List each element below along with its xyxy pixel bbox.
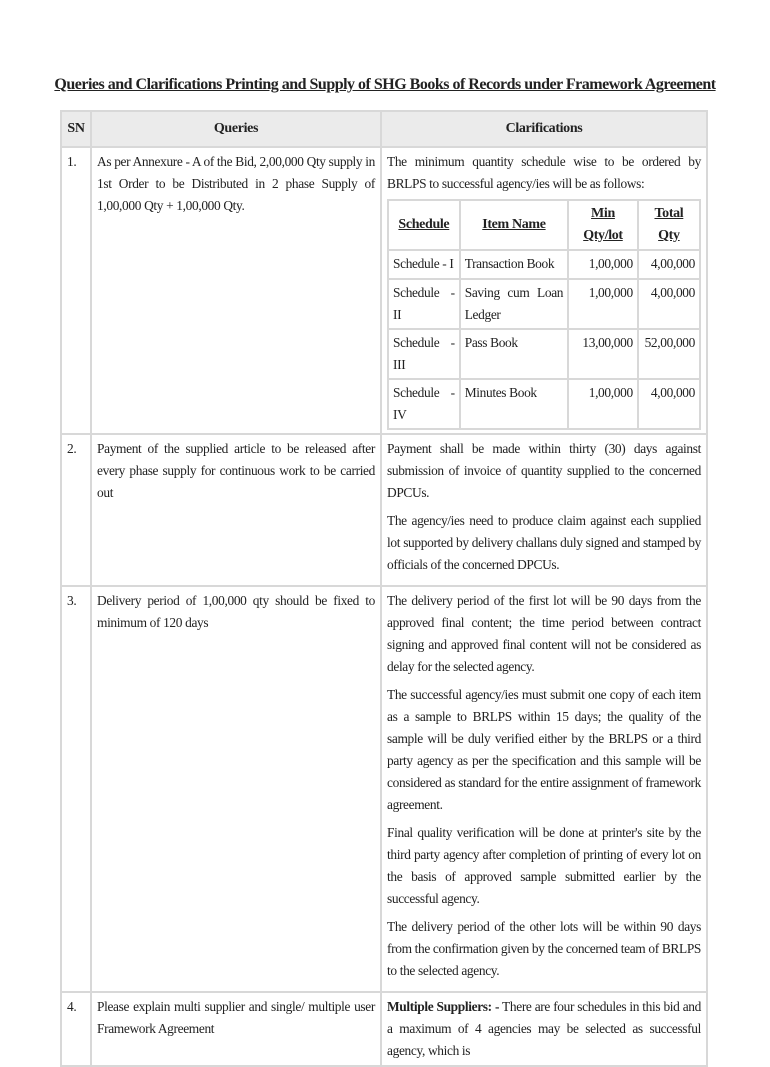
clarification-text: There are four schedules in this bid and a maximum of 4 agencies may be selected as successful agency, which is	[387, 999, 701, 1058]
schedule-table	[387, 199, 701, 430]
clarification-text: The delivery period of the other lots will be within 90 days from the confirmation given by the concerned team of BRLPS to the selected agency.	[387, 919, 702, 978]
schedule-header: Total Qty	[638, 200, 700, 250]
min-qty-cell: 13,00,000	[568, 329, 638, 379]
schedule-cell: Schedule - I	[388, 250, 460, 279]
schedule-row	[388, 329, 700, 379]
item-cell: Transaction Book	[460, 250, 568, 279]
schedule-row	[388, 379, 700, 429]
header-clarifications: Clarifications	[381, 111, 707, 147]
header-row	[61, 111, 707, 147]
row-clarification	[381, 586, 707, 992]
row-query: As per Annexure - A of the Bid, 2,00,000 Qty supply in 1st Order to be Distributed in 2 phase Supply of 1,00,000 Qty + 1,00,000 Qty.	[91, 147, 381, 434]
document-title: Queries and Clarifications Printing and Supply of SHG Books of Records under Framework Agreement	[54, 76, 716, 93]
row-clarification	[381, 434, 707, 586]
header-queries: Queries	[91, 111, 381, 147]
schedule-cell: Schedule - II	[388, 279, 460, 329]
queries-table	[60, 110, 708, 1067]
row-query: Payment of the supplied article to be released after every phase supply for continuous work to be carried out	[91, 434, 381, 586]
row-sn: 3.	[61, 586, 91, 992]
schedule-header: Schedule	[388, 200, 460, 250]
header-sn: SN	[61, 111, 91, 147]
row-query: Please explain multi supplier and single/ multiple user Framework Agreement	[91, 992, 381, 1066]
schedule-cell: Schedule - III	[388, 329, 460, 379]
table-row	[61, 147, 707, 434]
row-sn: 2.	[61, 434, 91, 586]
min-qty-cell: 1,00,000	[568, 379, 638, 429]
total-qty-cell: 52,00,000	[638, 329, 700, 379]
schedule-header: Min Qty/lot	[568, 200, 638, 250]
total-qty-cell: 4,00,000	[638, 279, 700, 329]
item-cell: Pass Book	[460, 329, 568, 379]
clarification-bold: Multiple Suppliers: -	[387, 999, 500, 1014]
clarification-text: Final quality verification will be done at printer's site by the third party agency after completion of printing of every lot on the basis of approved sample submitted earlier by the successful agency.	[387, 825, 701, 906]
schedule-cell: Schedule - IV	[388, 379, 460, 429]
min-qty-cell: 1,00,000	[568, 250, 638, 279]
row-sn: 1.	[61, 147, 91, 434]
clarification-text: The delivery period of the first lot will be 90 days from the approved final content; the time period between contract signing and approved final content will not be considered as delay for the selected agency.	[387, 593, 701, 674]
schedule-header: Item Name	[460, 200, 568, 250]
clarification-text: The successful agency/ies must submit one copy of each item as a sample to BRLPS within 15 days; the quality of the sample will be duly verified either by the BRLPS or a third party agency as per the specification and this sample will be considered as standard for the entire assignment of framework agreement.	[387, 687, 701, 812]
clarification-text: The minimum quantity schedule wise to be ordered by BRLPS to successful agency/ies will be as follows:	[387, 154, 701, 191]
schedule-row	[388, 250, 700, 279]
row-clarification	[381, 992, 707, 1066]
min-qty-cell: 1,00,000	[568, 279, 638, 329]
schedule-row	[388, 279, 700, 329]
row-query: Delivery period of 1,00,000 qty should be fixed to minimum of 120 days	[91, 586, 381, 992]
table-row	[61, 434, 707, 586]
table-row	[61, 992, 707, 1066]
item-cell: Saving cum Loan Ledger	[460, 279, 568, 329]
table-row	[61, 586, 707, 992]
row-sn: 4.	[61, 992, 91, 1066]
total-qty-cell: 4,00,000	[638, 379, 700, 429]
item-cell: Minutes Book	[460, 379, 568, 429]
total-qty-cell: 4,00,000	[638, 250, 700, 279]
clarification-text: Payment shall be made within thirty (30) days against submission of invoice of quantity supplied to the concerned DPCUs.	[387, 441, 701, 500]
row-clarification	[381, 147, 707, 434]
clarification-text: The agency/ies need to produce claim against each supplied lot supported by delivery challans duly signed and stamped by officials of the concerned DPCUs.	[387, 513, 701, 572]
